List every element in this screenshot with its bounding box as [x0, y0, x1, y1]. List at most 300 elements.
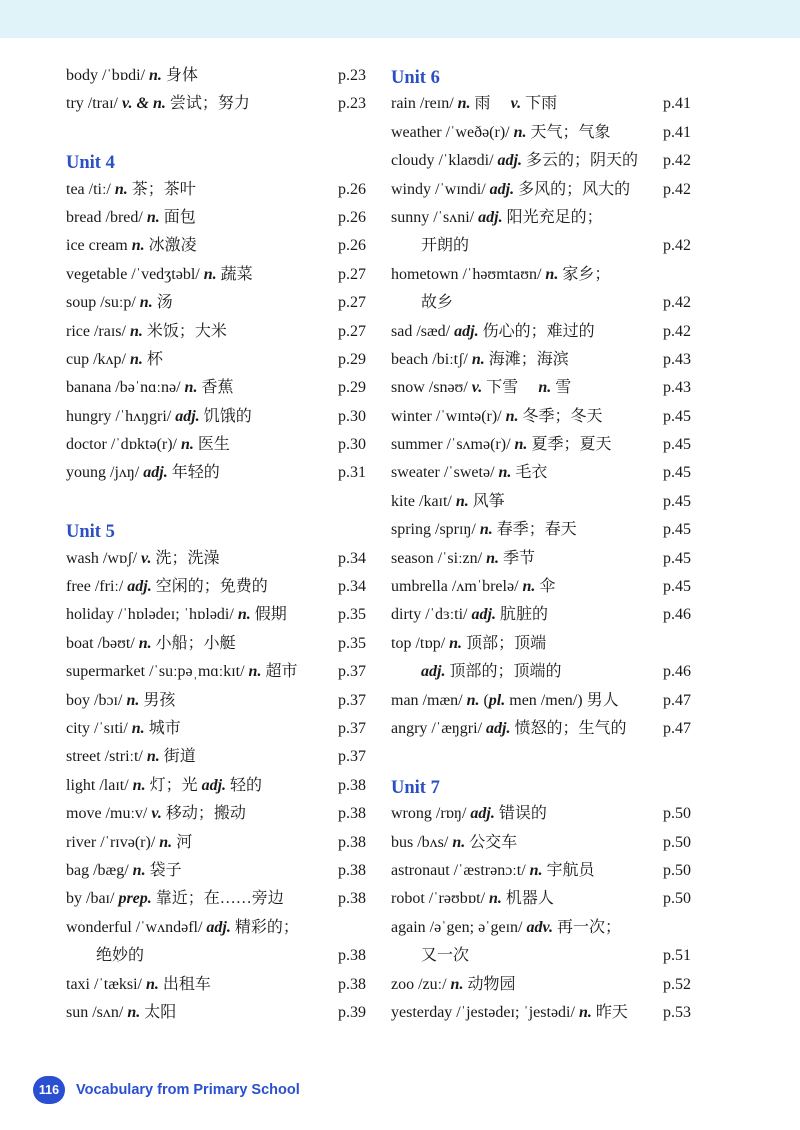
- part-of-speech: n.: [146, 748, 160, 766]
- part-of-speech: adj.: [471, 606, 496, 624]
- chinese-meaning: 年轻的: [167, 464, 220, 482]
- entry-text: [391, 147, 638, 175]
- word-and-phonetic: bag /bæg/: [66, 861, 133, 879]
- chinese-meaning: 毛衣: [511, 464, 548, 482]
- part-of-speech: v.: [510, 95, 522, 113]
- chinese-meaning: 小船；小艇: [151, 634, 236, 652]
- vocab-entry: [66, 403, 366, 431]
- entry-text: [391, 318, 595, 346]
- vocab-entry: [66, 545, 366, 573]
- entry-text: [391, 573, 555, 601]
- entry-text: [66, 573, 268, 601]
- chinese-meaning: 精彩的；: [230, 918, 299, 936]
- page-reference: p.45: [663, 464, 691, 482]
- unit-heading: Unit 5: [66, 522, 115, 543]
- part-of-speech: v.: [151, 805, 162, 823]
- entry-text: [66, 971, 211, 999]
- part-of-speech: n.: [522, 578, 536, 596]
- chinese-meaning: 天气；气象: [526, 123, 611, 141]
- vocab-entry: [66, 772, 366, 800]
- page-reference: p.45: [663, 436, 691, 454]
- chinese-meaning: 身体: [161, 67, 198, 84]
- chinese-meaning: 空闲的；免费的: [151, 578, 268, 596]
- part-of-speech: n.: [545, 265, 559, 283]
- entry-text: [391, 857, 595, 885]
- chinese-meaning: 又一次: [421, 947, 470, 965]
- chinese-meaning: 雨: [470, 95, 511, 113]
- vocab-entry: [391, 857, 691, 885]
- section-gap: [391, 743, 691, 771]
- entry-text: [66, 232, 197, 260]
- chinese-meaning: 伤心的；难过的: [478, 322, 595, 340]
- chinese-meaning: 愤怒的；生气的: [510, 719, 627, 737]
- entry-text: [66, 261, 253, 289]
- vocab-entry: [391, 204, 691, 232]
- part-of-speech: v.: [471, 379, 483, 397]
- entry-text: [66, 90, 250, 118]
- chinese-meaning: 街道: [159, 748, 196, 766]
- page-reference: p.45: [663, 407, 691, 425]
- part-of-speech: n.: [513, 123, 527, 141]
- word-and-phonetic: sun /sʌn/: [66, 1003, 128, 1021]
- part-of-speech: n.: [457, 95, 471, 113]
- page-reference: p.42: [663, 152, 691, 170]
- vocab-entry: [391, 374, 691, 402]
- page-reference: p.38: [338, 890, 366, 908]
- vocab-entry: [66, 318, 366, 346]
- part-of-speech: n.: [514, 436, 528, 454]
- footer-title: Vocabulary from Primary School: [76, 1082, 300, 1098]
- chinese-meaning: 冬季；冬天: [518, 407, 603, 425]
- page-reference: p.38: [338, 975, 366, 993]
- entry-text: [66, 403, 252, 431]
- part-of-speech: adj.: [489, 180, 515, 198]
- entry-text: [66, 204, 196, 232]
- entry-text: [66, 545, 220, 573]
- vocab-entry: [66, 374, 366, 402]
- word-and-phonetic: sweater /ˈswetə/: [391, 464, 499, 482]
- page-reference: p.50: [663, 890, 691, 908]
- chinese-meaning: 伞: [535, 578, 556, 596]
- part-of-speech: n.: [126, 691, 140, 709]
- entry-text: [66, 601, 287, 629]
- vocab-entry: [391, 90, 691, 118]
- chinese-meaning: 顶部；顶端: [462, 634, 547, 652]
- page-reference: p.35: [338, 634, 366, 652]
- page-reference: p.23: [338, 67, 366, 84]
- unit-heading: Unit 4: [66, 153, 115, 174]
- page-reference: p.38: [338, 805, 366, 823]
- word-and-phonetic: tea /tiː/: [66, 180, 115, 198]
- vocab-entry: [391, 346, 691, 374]
- page-reference: p.45: [663, 521, 691, 539]
- chinese-meaning: 多云的；阴天的: [522, 152, 639, 170]
- entry-text: [391, 715, 626, 743]
- entry-text: [66, 687, 175, 715]
- part-of-speech: n.: [131, 719, 145, 737]
- vocab-entry-continuation: [66, 942, 366, 970]
- chinese-meaning: 春季；春天: [492, 521, 577, 539]
- word-and-phonetic: summer /ˈsʌmə(r)/: [391, 436, 515, 454]
- word-and-phonetic: hometown /ˈhəʊmtaʊn/: [391, 265, 546, 283]
- entry-text: [66, 62, 198, 90]
- header-band: [0, 0, 800, 38]
- vocab-entry: [66, 999, 366, 1027]
- page-reference: p.42: [663, 237, 691, 255]
- part-of-speech: n.: [455, 492, 469, 510]
- page-reference: p.42: [663, 294, 691, 312]
- word-and-phonetic: move /muːv/: [66, 805, 152, 823]
- word-and-phonetic: wonderful /ˈwʌndəfl/: [66, 918, 207, 936]
- entry-text: [391, 374, 571, 402]
- chinese-meaning: 故乡: [421, 294, 454, 312]
- word-and-phonetic: vegetable /ˈvedʒtəbl/: [66, 265, 204, 283]
- word-and-phonetic: kite /kaɪt/: [391, 492, 456, 510]
- chinese-meaning: 尝试；努力: [165, 95, 250, 113]
- entry-text: [391, 999, 628, 1027]
- part-of-speech: adj.: [486, 719, 511, 737]
- part-of-speech: adj.: [478, 208, 503, 226]
- vocab-entry: [391, 999, 691, 1027]
- vocab-entry: [391, 971, 691, 999]
- part-of-speech: n.: [479, 521, 493, 539]
- page-reference: p.47: [663, 719, 691, 737]
- page-reference: p.26: [338, 180, 366, 198]
- part-of-speech: n.: [505, 407, 519, 425]
- vocab-entry: [66, 885, 366, 913]
- chinese-meaning: 公交车: [465, 833, 518, 851]
- page-reference: p.34: [338, 578, 366, 596]
- chinese-meaning: 风筝: [468, 492, 505, 510]
- part-of-speech: n.: [529, 861, 543, 879]
- chinese-meaning: 阳光充足的；: [502, 208, 603, 226]
- vocab-entry: [66, 601, 366, 629]
- entry-text: [391, 829, 517, 857]
- entry-text: [421, 942, 469, 970]
- page-reference: p.23: [338, 95, 366, 113]
- part-of-speech: n.: [450, 975, 464, 993]
- entry-text: [391, 204, 603, 232]
- word-and-phonetic: season /ˈsiːzn/: [391, 549, 487, 567]
- page-reference: p.42: [663, 180, 691, 198]
- page-reference: p.46: [663, 606, 691, 624]
- chinese-meaning: 杯: [142, 350, 163, 368]
- vocab-entry: [391, 601, 691, 629]
- page-reference: p.26: [338, 237, 366, 255]
- page-reference: p.29: [338, 350, 366, 368]
- section-gap: [66, 119, 366, 147]
- entry-text: [96, 942, 144, 970]
- part-of-speech: n.: [114, 180, 128, 198]
- chinese-meaning: 洗；洗澡: [151, 549, 220, 567]
- part-of-speech: n.: [132, 776, 146, 794]
- unit-heading: Unit 7: [391, 777, 440, 798]
- chinese-meaning: 机器人: [501, 890, 554, 908]
- chinese-meaning: 动物园: [463, 975, 516, 993]
- vocab-entry: [66, 857, 366, 885]
- entry-text: [391, 90, 557, 118]
- entry-text: [66, 289, 173, 317]
- vocab-entry: [391, 829, 691, 857]
- vocab-entry: [391, 715, 691, 743]
- word-and-phonetic: river /ˈrɪvə(r)/: [66, 833, 160, 851]
- word-and-phonetic: ice cream: [66, 237, 132, 255]
- entry-text: [66, 772, 262, 800]
- word-and-phonetic: hungry /ˈhʌŋgri/: [66, 407, 176, 425]
- vocab-entry: [66, 261, 366, 289]
- chinese-meaning: 开朗的: [421, 237, 470, 255]
- part-of-speech: n.: [248, 663, 262, 681]
- part-of-speech: prep.: [118, 890, 152, 908]
- vocab-entry: [66, 715, 366, 743]
- vocab-entry: [391, 488, 691, 516]
- page-reference: p.30: [338, 436, 366, 454]
- chinese-meaning: 轻的: [226, 776, 263, 794]
- page-reference: p.46: [663, 663, 691, 681]
- entry-text: [391, 119, 611, 147]
- word-and-phonetic: wrong /rɒŋ/: [391, 805, 471, 823]
- page-reference: p.43: [663, 350, 691, 368]
- entry-text: [391, 403, 603, 431]
- word-and-phonetic: by /baɪ/: [66, 890, 119, 908]
- word-and-phonetic: robot /ˈrəʊbɒt/: [391, 890, 490, 908]
- part-of-speech: n.: [466, 691, 480, 709]
- entry-text: [391, 885, 554, 913]
- chinese-meaning: 下雨: [521, 95, 558, 113]
- vocab-entry-continuation: [391, 289, 691, 317]
- part-of-speech: n.: [184, 379, 198, 397]
- word-and-phonetic: try /traɪ/: [66, 95, 122, 113]
- entry-text: [391, 914, 621, 942]
- vocab-entry: [66, 346, 366, 374]
- entry-text: [66, 743, 196, 771]
- word-and-phonetic: body /ˈbɒdi/: [66, 67, 150, 84]
- part-of-speech: n.: [138, 634, 152, 652]
- word-and-phonetic: banana /bəˈnɑːnə/: [66, 379, 185, 397]
- vocab-entry: [66, 459, 366, 487]
- vocab-entry: [391, 885, 691, 913]
- page-reference: p.50: [663, 861, 691, 879]
- chinese-meaning: 顶部的；顶端的: [445, 663, 562, 681]
- word-and-phonetic: cloudy /ˈklaʊdi/: [391, 152, 498, 170]
- page-reference: p.37: [338, 691, 366, 709]
- entry-text: [66, 176, 196, 204]
- chinese-meaning: 城市: [144, 719, 181, 737]
- vocab-entry-continuation: [391, 232, 691, 260]
- word-and-phonetic: light /laɪt/: [66, 776, 133, 794]
- entry-text: [66, 715, 181, 743]
- chinese-meaning: 蔬菜: [216, 265, 253, 283]
- part-of-speech: n.: [131, 237, 145, 255]
- entry-text: [66, 999, 176, 1027]
- page-reference: p.47: [663, 691, 691, 709]
- vocab-entry: [391, 545, 691, 573]
- entry-text: [391, 176, 630, 204]
- word-and-phonetic: top /tɒp/: [391, 634, 450, 652]
- vocab-entry: [391, 573, 691, 601]
- entry-text: [391, 346, 569, 374]
- chinese-meaning: 饥饿的: [199, 407, 252, 425]
- word-and-phonetic: young /jʌŋ/: [66, 464, 144, 482]
- word-and-phonetic: bread /bred/: [66, 208, 147, 226]
- chinese-meaning: 米饭；大米: [142, 322, 227, 340]
- entry-text: [66, 829, 192, 857]
- word-and-phonetic: city /ˈsɪti/: [66, 719, 132, 737]
- part-of-speech: n.: [127, 1003, 141, 1021]
- vocab-entry: [66, 573, 366, 601]
- word-and-phonetic: street /striːt/: [66, 748, 147, 766]
- vocab-entry: [391, 403, 691, 431]
- word-and-phonetic: free /friː/: [66, 578, 128, 596]
- word-and-phonetic: astronaut /ˈæstrənɔːt/: [391, 861, 530, 879]
- chinese-meaning: 茶；茶叶: [127, 180, 196, 198]
- page-reference: p.50: [663, 805, 691, 823]
- chinese-meaning: men /men/) 男人: [505, 691, 619, 709]
- page-reference: p.30: [338, 407, 366, 425]
- part-of-speech: n.: [578, 1003, 592, 1021]
- part-of-speech: n.: [129, 322, 143, 340]
- word-and-phonetic: angry /ˈæŋgri/: [391, 719, 487, 737]
- entry-text: [391, 516, 577, 544]
- entry-text: [391, 488, 505, 516]
- entry-text: [66, 459, 220, 487]
- word-and-phonetic: weather /ˈweðə(r)/: [391, 123, 514, 141]
- part-of-speech: n.: [486, 549, 499, 567]
- chinese-meaning: 靠近；在……旁边: [151, 890, 284, 908]
- chinese-meaning: 移动；搬动: [161, 805, 246, 823]
- chinese-meaning: 香蕉: [197, 379, 234, 397]
- part-of-speech: n.: [159, 833, 173, 851]
- word-and-phonetic: holiday /ˈhɒlədeɪ; ˈhɒlədi/: [66, 606, 238, 624]
- vocab-entry: [66, 232, 366, 260]
- word-and-phonetic: umbrella /ʌmˈbrelə/: [391, 578, 523, 596]
- chinese-meaning: 错误的: [494, 805, 547, 823]
- chinese-meaning: 太阳: [140, 1003, 177, 1021]
- part-of-speech: v.: [141, 549, 152, 567]
- part-of-speech: n.: [203, 265, 217, 283]
- part-of-speech: n.: [498, 464, 512, 482]
- page-reference: p.38: [338, 947, 366, 965]
- part-of-speech: n.: [146, 975, 159, 993]
- chinese-meaning: 下雪: [482, 379, 539, 397]
- entry-text: [66, 658, 297, 686]
- entry-text: [391, 545, 535, 573]
- part-of-speech: n.: [146, 208, 160, 226]
- word-and-phonetic: taxi /ˈtæksi/: [66, 975, 146, 993]
- chinese-meaning: 夏季；夏天: [527, 436, 612, 454]
- vocab-entry: [391, 687, 691, 715]
- page-reference: p.37: [338, 719, 366, 737]
- word-and-phonetic: sad /sæd/: [391, 322, 455, 340]
- word-and-phonetic: windy /ˈwɪndi/: [391, 180, 490, 198]
- part-of-speech: adj.: [206, 918, 231, 936]
- word-and-phonetic: yesterday /ˈjestədeɪ; ˈjestədi/: [391, 1003, 579, 1021]
- entry-text: [66, 346, 163, 374]
- page-reference: p.45: [663, 549, 691, 567]
- unit-heading: Unit 6: [391, 68, 440, 88]
- vocab-entry: [66, 431, 366, 459]
- chinese-meaning: 肮脏的: [495, 606, 548, 624]
- chinese-meaning: 宇航员: [542, 861, 595, 879]
- entry-text: [66, 431, 230, 459]
- chinese-meaning: 面包: [159, 208, 196, 226]
- page-reference: p.41: [663, 95, 691, 113]
- vocab-entry: [391, 914, 691, 942]
- vocab-entry: [66, 914, 366, 942]
- part-of-speech: adj.: [454, 322, 479, 340]
- entry-text: [421, 289, 453, 317]
- part-of-speech: adj.: [497, 152, 522, 170]
- part-of-speech: adj.: [143, 464, 168, 482]
- part-of-speech: adj.: [470, 805, 495, 823]
- vocab-entry: [66, 176, 366, 204]
- word-and-phonetic: cup /kʌp/: [66, 350, 130, 368]
- word-and-phonetic: zoo /zuː/: [391, 975, 451, 993]
- chinese-meaning: 假期: [250, 606, 287, 624]
- page-reference: p.37: [338, 663, 366, 681]
- part-of-speech: n.: [237, 606, 251, 624]
- word-and-phonetic: supermarket /ˈsuːpəˌmɑːkɪt/: [66, 663, 249, 681]
- word-and-phonetic: boat /bəʊt/: [66, 634, 139, 652]
- entry-text: [66, 857, 182, 885]
- part-of-speech: n.: [449, 634, 463, 652]
- vocabulary-column-left: [66, 62, 366, 1027]
- part-of-speech: n.: [130, 350, 143, 368]
- vocab-entry: [66, 62, 366, 90]
- chinese-meaning: 出租车: [158, 975, 211, 993]
- part-of-speech: n.: [538, 379, 552, 397]
- vocab-entry: [391, 176, 691, 204]
- page-reference: p.34: [338, 549, 366, 567]
- word-and-phonetic: wash /wɒʃ/: [66, 549, 142, 567]
- vocab-entry-continuation: [391, 658, 691, 686]
- vocab-entry: [391, 119, 691, 147]
- vocab-entry: [391, 431, 691, 459]
- vocab-entry: [66, 971, 366, 999]
- page-reference: p.41: [663, 123, 691, 141]
- part-of-speech: n.: [139, 294, 153, 312]
- chinese-meaning: 海滩；海滨: [484, 350, 569, 368]
- chinese-meaning: 昨天: [591, 1003, 628, 1021]
- chinese-meaning: 家乡；: [558, 265, 611, 283]
- word-and-phonetic: rain /reɪn/: [391, 95, 458, 113]
- vocab-entry: [66, 829, 366, 857]
- entry-text: [66, 914, 299, 942]
- word-and-phonetic: doctor /ˈdɒktə(r)/: [66, 436, 181, 454]
- chinese-meaning: 绝妙的: [96, 947, 145, 965]
- chinese-meaning: 雪: [551, 379, 572, 397]
- word-and-phonetic: snow /snəʊ/: [391, 379, 472, 397]
- page-reference: p.37: [338, 748, 366, 766]
- entry-text: [391, 431, 611, 459]
- entry-text: [66, 885, 284, 913]
- word-and-phonetic: sunny /ˈsʌni/: [391, 208, 479, 226]
- entry-text: [66, 800, 246, 828]
- word-and-phonetic: beach /biːtʃ/: [391, 350, 472, 368]
- part-of-speech: n.: [181, 436, 194, 454]
- page-number-badge: 116: [33, 1076, 65, 1104]
- part-of-speech: pl.: [488, 691, 506, 709]
- chinese-meaning: 男孩: [139, 691, 176, 709]
- page-reference: p.50: [663, 833, 691, 851]
- chinese-meaning: 再一次；: [553, 918, 622, 936]
- vocab-entry: [66, 630, 366, 658]
- chinese-meaning: 超市: [261, 663, 298, 681]
- chinese-meaning: (: [479, 691, 489, 709]
- entry-text: [391, 459, 547, 487]
- page-reference: p.35: [338, 606, 366, 624]
- page-reference: p.53: [663, 1003, 691, 1021]
